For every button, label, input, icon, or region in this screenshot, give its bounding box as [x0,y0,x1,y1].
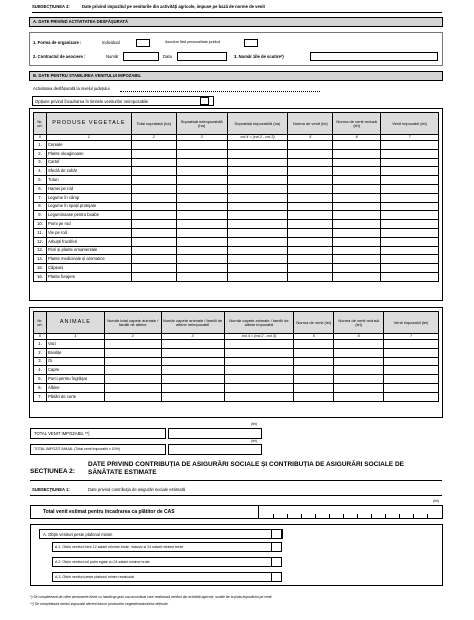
anim-value-cell[interactable] [294,392,334,401]
anim-value-cell[interactable] [224,348,294,357]
veg-row [34,176,439,185]
veg-row [34,167,439,176]
veg-value-cell[interactable] [227,272,288,281]
veg-value-cell[interactable] [176,255,227,264]
veg-value-cell[interactable] [176,264,227,273]
veg-value-cell[interactable] [381,184,439,193]
veg-row-number: 9. [34,211,47,220]
anim-row-number: 6. [34,383,47,392]
section-b-title: B. DATE PENTRU STABILIREA VENITULUI IMPOZABIL [33,73,142,78]
veg-value-cell[interactable] [227,167,288,176]
veg-row [34,211,439,220]
total-venit-field[interactable] [168,428,262,439]
anim-value-cell[interactable] [161,366,224,375]
veg-index: 0 [34,135,47,141]
veg-value-cell[interactable] [227,202,288,211]
veg-row-number: 1. [34,141,47,150]
anim-header-norma: Norma de venit (lei) [294,312,334,334]
data-label: Data [163,54,172,59]
anim-row-number: 2. [34,348,47,357]
veg-row-name: Cartof [46,158,131,167]
veg-row-number: 2. [34,149,47,158]
veg-row-number: 10. [34,220,47,229]
veg-header-produs: PRODUSE VEGETALE [46,113,131,135]
anim-value-cell[interactable] [161,375,224,384]
veg-value-cell[interactable] [381,193,439,202]
veg-index: 5 [288,135,333,141]
total-venit-unit: (lei) [251,422,257,426]
veg-row-number: 11. [34,228,47,237]
veg-value-cell[interactable] [176,158,227,167]
anim-row-number: 4. [34,366,47,375]
section-b-band [29,71,443,81]
anim-table [33,311,439,402]
veg-value-cell[interactable] [227,237,288,246]
anim-row [34,392,439,401]
veg-row-name: Vie pe rod [46,228,131,237]
anim-value-cell[interactable] [104,357,161,366]
veg-row-name: Legume în spații protejate [46,202,131,211]
asociere-checkbox[interactable] [244,39,258,47]
a1-label: A.1. Obțin venituri între 12 salarii minime brute, inclusiv și 24 salarii minime brute [55,545,184,549]
veg-row [34,246,439,255]
total-venit-label: TOTAL VENIT IMPOZABIL **) [34,431,90,436]
veg-row-name: Hamei pe rod [46,184,131,193]
veg-value-cell[interactable] [333,184,381,193]
a2-checkbox[interactable] [271,557,282,567]
veg-value-cell[interactable] [288,184,333,193]
anim-value-cell[interactable] [161,340,224,349]
anim-index: 0 [34,334,47,340]
a1-row [52,542,272,552]
section2-sub-title: Date privind contribuția de asigurări sociale estimată [88,487,186,492]
veg-value-cell[interactable] [288,228,333,237]
veg-header-norma: Norma de venit (lei) [288,113,333,135]
veg-row-number: 13. [34,246,47,255]
anim-value-cell[interactable] [384,366,439,375]
subsection-label: SUBSECȚIUNEA 3: [32,4,70,9]
veg-value-cell[interactable] [381,255,439,264]
veg-row-name: Legume în câmp [46,193,131,202]
veg-value-cell[interactable] [176,272,227,281]
anim-row-number: 3. [34,357,47,366]
anim-row-number: 7. [34,392,47,401]
anim-header-animale: ANIMALE [46,312,104,334]
section2-label: SECȚIUNEA 2: [30,468,75,475]
veg-index: 6 [333,135,381,141]
veg-value-cell[interactable] [288,158,333,167]
section-a-title: A. DATE PRIVIND ACTIVITATEA DESFĂȘURATĂ [33,19,128,24]
total-impozit-field[interactable] [168,444,262,455]
anim-row-name: Păsări de curte [46,392,104,401]
veg-value-cell[interactable] [381,228,439,237]
anim-value-cell[interactable] [161,392,224,401]
veg-row [34,202,439,211]
anim-header-venit: Venit impozabil (lei) [384,312,439,334]
veg-value-cell[interactable] [176,167,227,176]
veg-row [34,193,439,202]
veg-row-number: 14. [34,255,47,264]
veg-row [34,228,439,237]
veg-value-cell[interactable] [131,141,176,150]
asociere-label: Asociere fără personalitate juridică [165,40,221,44]
veg-value-cell[interactable] [288,237,333,246]
anim-value-cell[interactable] [384,340,439,349]
anim-value-cell[interactable] [104,340,161,349]
anim-index: 3 [161,334,224,340]
anim-row-name: Capre [46,366,104,375]
veg-value-cell[interactable] [227,220,288,229]
veg-value-cell[interactable] [381,237,439,246]
veg-row-number: 7. [34,193,47,202]
section-a-band [29,17,443,27]
veg-value-cell[interactable] [227,193,288,202]
anim-index: 1 [46,334,104,340]
veg-value-cell[interactable] [333,255,381,264]
veg-row-number: 12. [34,237,47,246]
veg-value-cell[interactable] [176,202,227,211]
veg-value-cell[interactable] [381,202,439,211]
veg-value-cell[interactable] [288,167,333,176]
veg-value-cell[interactable] [227,149,288,158]
veg-value-cell[interactable] [131,184,176,193]
anim-value-cell[interactable] [104,383,161,392]
veg-row-number: 4. [34,167,47,176]
a2-label: A.2. Obțin venituri cel puțin egale cu 24 salarii minime brute [55,560,150,564]
anim-index: 2 [104,334,161,340]
veg-value-cell[interactable] [131,202,176,211]
a1-checkbox[interactable] [271,542,282,552]
anim-row-name: Porci pentru îngrășat [46,375,104,384]
anim-header-norma-redusa: Norma de venit redusă (lei) [334,312,384,334]
venit-cas-field[interactable] [258,505,443,519]
anim-index: 7 [384,334,439,340]
veg-value-cell[interactable] [176,176,227,185]
veg-value-cell[interactable] [227,264,288,273]
veg-header-total: Total suprafață (ha) [131,113,176,135]
veg-value-cell[interactable] [381,141,439,150]
veg-row-number: 5. [34,176,47,185]
total-impozit-label: TOTAL IMPOZIT ANUAL (Total venit impozabil x 10%) [34,447,121,451]
veg-row-name: Plante medicinale și aromatice [46,255,131,264]
veg-value-cell[interactable] [333,264,381,273]
anim-value-cell[interactable] [384,348,439,357]
veg-value-cell[interactable] [333,141,381,150]
anim-value-cell[interactable] [294,383,334,392]
anim-row [34,383,439,392]
veg-value-cell[interactable] [131,158,176,167]
total-venit-label-box [30,428,166,439]
contract-label: 2. Contractul de asociere : [33,54,86,59]
veg-value-cell[interactable] [227,184,288,193]
veg-value-cell[interactable] [227,211,288,220]
optiune-box [32,96,214,106]
anim-value-cell[interactable] [294,340,334,349]
veg-row-name: Arbuști fructiferi [46,237,131,246]
veg-value-cell[interactable] [131,272,176,281]
veg-row-number: 3. [34,158,47,167]
veg-value-cell[interactable] [333,220,381,229]
veg-value-cell[interactable] [227,158,288,167]
veg-value-cell[interactable] [176,193,227,202]
veg-row-name: Plante oleaginoase [46,149,131,158]
veg-value-cell[interactable] [333,158,381,167]
veg-value-cell[interactable] [288,220,333,229]
veg-value-cell[interactable] [131,220,176,229]
veg-row [34,237,439,246]
veg-value-cell[interactable] [131,167,176,176]
numar-label: Număr [106,54,119,59]
anim-value-cell[interactable] [334,375,384,384]
veg-index: 1 [46,135,131,141]
veg-value-cell[interactable] [333,211,381,220]
a3-row [52,572,272,582]
veg-index: 3 [176,135,227,141]
anim-value-cell[interactable] [224,383,294,392]
veg-value-cell[interactable] [381,158,439,167]
anim-value-cell[interactable] [224,357,294,366]
anim-value-cell[interactable] [224,366,294,375]
anim-index: col.4 = (col.2 - col.3) [224,334,294,340]
veg-value-cell[interactable] [131,246,176,255]
veg-value-cell[interactable] [288,176,333,185]
veg-value-cell[interactable] [131,237,176,246]
veg-row [34,255,439,264]
veg-value-cell[interactable] [288,272,333,281]
anim-header-nr: Nr. crt. [34,312,47,334]
veg-value-cell[interactable] [381,211,439,220]
veg-value-cell[interactable] [381,167,439,176]
anim-value-cell[interactable] [334,340,384,349]
veg-value-cell[interactable] [381,264,439,273]
veg-value-cell[interactable] [227,228,288,237]
anim-row-number: 1. [34,340,47,349]
veg-value-cell[interactable] [176,237,227,246]
veg-value-cell[interactable] [333,193,381,202]
veg-value-cell[interactable] [288,255,333,264]
a-label: A. Obțin venituri peste plafonul minim [43,532,113,537]
anim-row-name: Oi [46,357,104,366]
anim-index: 6 [334,334,384,340]
veg-value-cell[interactable] [131,211,176,220]
veg-row [34,264,439,273]
total-impozit-unit: (lei) [251,439,257,443]
forma-label: 1. Forma de organizare : [33,40,82,45]
activitate-label: Activitatea desfășurată la nivelul județului [33,86,110,91]
a-row [39,529,283,539]
subsection-title: Date privind impozitul pe veniturile din activități agricole, impuse pe bază de norme de venit [82,4,265,9]
individual-label: Individual [102,40,120,45]
veg-value-cell[interactable] [381,220,439,229]
footnote-1: *) Se completează de către persoanele fizice cu handicap grav sau accentuat care realizează venituri din activități agricole, scutite de la plata impozitului pe venit. [30,595,273,599]
veg-index: 7 [381,135,439,141]
anim-value-cell[interactable] [384,392,439,401]
anim-header-impozabil: Număr capete animale / familii de albine impozabil [224,312,294,334]
veg-value-cell[interactable] [131,149,176,158]
optiune-checkbox[interactable] [200,97,209,105]
veg-row [34,158,439,167]
a3-checkbox[interactable] [271,572,282,582]
anim-value-cell[interactable] [294,357,334,366]
veg-value-cell[interactable] [227,246,288,255]
veg-row [34,141,439,150]
veg-row-number: 16. [34,272,47,281]
veg-value-cell[interactable] [333,202,381,211]
veg-header-nr: Nr. crt. [34,113,47,135]
veg-value-cell[interactable] [176,220,227,229]
veg-value-cell[interactable] [381,272,439,281]
contract-date-field[interactable] [177,52,227,61]
veg-value-cell[interactable] [333,237,381,246]
veg-row [34,220,439,229]
section2-title: DATE PRIVIND CONTRIBUȚIA DE ASIGURĂRI SOCIALE ȘI CONTRIBUȚIA DE ASIGURĂRI SOCIALE DE SĂNĂTATE ESTIMATE [88,461,404,476]
a3-label: A.3. Obțin venituri peste plafonul minim recalculat [55,575,134,579]
zile-field[interactable] [310,52,438,61]
veg-value-cell[interactable] [176,211,227,220]
veg-value-cell[interactable] [131,255,176,264]
veg-value-cell[interactable] [333,149,381,158]
veg-value-cell[interactable] [131,264,176,273]
anim-row-name: Albine [46,383,104,392]
individual-checkbox[interactable] [136,39,150,47]
anim-row-number: 5. [34,375,47,384]
anim-value-cell[interactable] [334,383,384,392]
veg-value-cell[interactable] [288,246,333,255]
veg-header-venit: Venit impozabil (lei) [381,113,439,135]
anim-row [34,340,439,349]
veg-value-cell[interactable] [227,176,288,185]
anim-value-cell[interactable] [104,366,161,375]
veg-value-cell[interactable] [176,184,227,193]
veg-value-cell[interactable] [227,141,288,150]
anim-value-cell[interactable] [384,375,439,384]
anim-value-cell[interactable] [334,366,384,375]
veg-row-name: Flori și plante ornamentale [46,246,131,255]
anim-value-cell[interactable] [294,375,334,384]
veg-header-norma-redusa: Norma de venit redusă (lei) [333,113,381,135]
optiune-label: Opțiune privind încadrarea în limitele veniturilor neimpozabile [35,99,149,104]
veg-row-name: Leguminoase pentru boabe [46,211,131,220]
veg-value-cell[interactable] [381,176,439,185]
veg-value-cell[interactable] [131,176,176,185]
anim-value-cell[interactable] [224,340,294,349]
veg-index: 2 [131,135,176,141]
veg-row [34,184,439,193]
anim-value-cell[interactable] [294,348,334,357]
a-checkbox[interactable] [271,529,282,539]
veg-value-cell[interactable] [333,272,381,281]
anim-value-cell[interactable] [104,392,161,401]
anim-value-cell[interactable] [104,375,161,384]
veg-value-cell[interactable] [176,141,227,150]
cas-unit: (lei) [433,499,439,503]
anim-value-cell[interactable] [334,348,384,357]
veg-row-number: 6. [34,184,47,193]
anim-row [34,366,439,375]
veg-index: col.4 = (col.2 - col.3) [227,135,288,141]
anim-value-cell[interactable] [334,357,384,366]
anim-index: 5 [294,334,334,340]
anim-row-name: Vaci [46,340,104,349]
veg-value-cell[interactable] [131,228,176,237]
veg-value-cell[interactable] [227,255,288,264]
veg-row-name: Tutun [46,176,131,185]
anim-row [34,375,439,384]
veg-value-cell[interactable] [176,246,227,255]
veg-value-cell[interactable] [288,264,333,273]
veg-row [34,272,439,281]
contract-number-field[interactable] [123,52,159,61]
anim-row-name: Bivolițe [46,348,104,357]
veg-value-cell[interactable] [131,193,176,202]
veg-value-cell[interactable] [288,149,333,158]
veg-row-name: Căpșuni [46,264,131,273]
veg-header-impozabila: Suprafață impozabilă (ha) [227,113,288,135]
veg-value-cell[interactable] [288,193,333,202]
veg-value-cell[interactable] [288,141,333,150]
veg-header-neimpozabila: Suprafață neimpozabilă (ha) [176,113,227,135]
veg-value-cell[interactable] [381,246,439,255]
anim-header-total: Număr total capete animale / familii de albine [104,312,161,334]
veg-value-cell[interactable] [333,167,381,176]
anim-value-cell[interactable] [384,357,439,366]
veg-table [33,112,439,282]
anim-value-cell[interactable] [334,392,384,401]
anim-row [34,357,439,366]
anim-value-cell[interactable] [224,392,294,401]
veg-row-number: 15. [34,264,47,273]
footnote-2: **) Se completează venitul impozabil aferent tuturor produselor vegetale/animalelor deținute. [30,602,169,606]
total-impozit-label-box [30,444,166,455]
veg-value-cell[interactable] [381,149,439,158]
veg-row-name: Pomi pe rod [46,220,131,229]
section2-sub-label: SUBSECȚIUNEA 1: [32,487,70,492]
zile-label: 3. Număr zile de scutire*) [234,54,284,59]
activitate-field[interactable] [120,91,320,92]
veg-row-name: Cereale [46,141,131,150]
veg-row-name: Plante furajere [46,272,131,281]
venit-cas-label: Total venit estimat pentru încadrarea ca plătitor de CAS [43,509,175,515]
anim-value-cell[interactable] [384,383,439,392]
anim-value-cell[interactable] [294,366,334,375]
veg-value-cell[interactable] [288,211,333,220]
veg-value-cell[interactable] [333,176,381,185]
anim-value-cell[interactable] [104,348,161,357]
anim-value-cell[interactable] [161,357,224,366]
veg-row-number: 8. [34,202,47,211]
veg-value-cell[interactable] [288,202,333,211]
veg-value-cell[interactable] [176,228,227,237]
veg-value-cell[interactable] [333,228,381,237]
anim-row [34,348,439,357]
anim-value-cell[interactable] [161,383,224,392]
a2-row [52,557,272,567]
veg-row [34,149,439,158]
anim-header-neimpozabil: Număr capete animale / familii de albine neimpozabil [161,312,224,334]
anim-value-cell[interactable] [161,348,224,357]
veg-row-name: Sfeclă de zahăr [46,167,131,176]
veg-value-cell[interactable] [333,246,381,255]
anim-value-cell[interactable] [224,375,294,384]
veg-value-cell[interactable] [176,149,227,158]
